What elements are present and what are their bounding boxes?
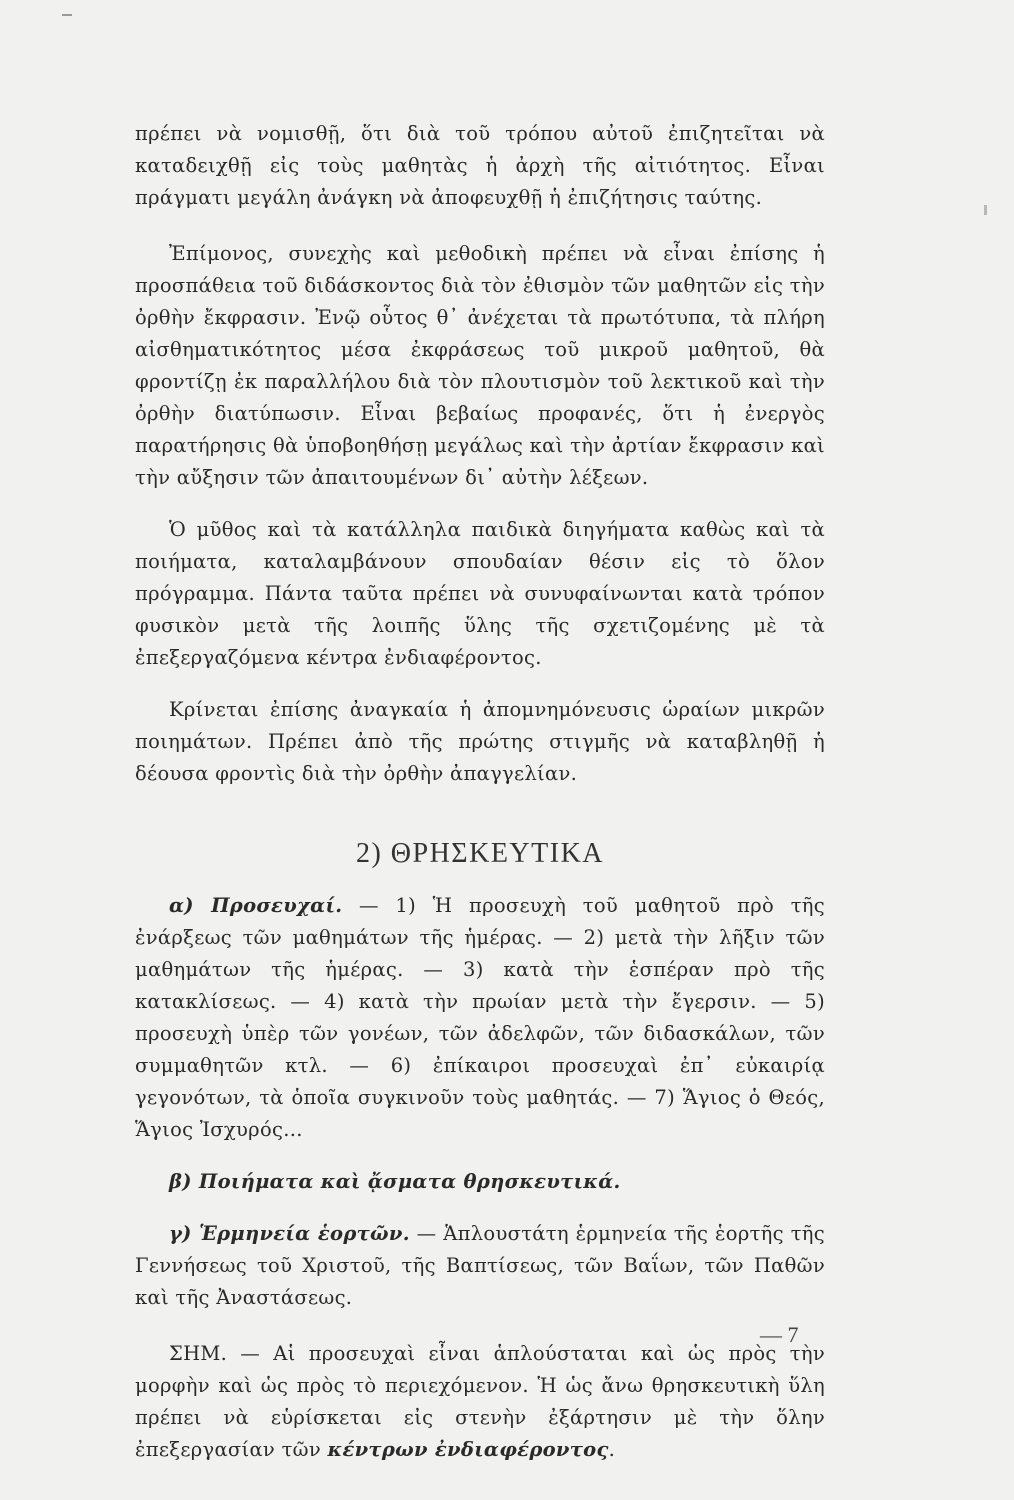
note-paragraph [135,1338,825,1466]
note-text: ΣΗΜ. — Αἱ προσευχαὶ εἶναι ἁπλούσταται καὶ ὡς πρὸς τὴν μορφὴν καὶ ὡς πρὸς τὸ περιεχόμενον. Ἡ ὡς ἄνω θρησκευτικὴ ὕλη πρέπει νὰ εὑρίσκεται εἰς στενὴν ἐξάρτησιν μὲ τὴν ὅλην ἐπεξεργασίαν τῶν [135,1342,825,1461]
paragraph-expression: Ἐπίμονος, συνεχὴς καὶ μεθοδικὴ πρέπει νὰ εἶναι ἐπίσης ἡ προσπάθεια τοῦ διδάσκοντος διὰ τὸν ἐθισμὸν τῶν μαθητῶν εἰς τὴν ὀρθὴν ἔκφρασιν. Ἐνῷ οὗτος θ᾽ ἀνέχεται τὰ πρωτότυπα, τὰ πλήρη αἰσθηματικότητος μέσα ἐκφράσεως τοῦ μικροῦ μαθητοῦ, θὰ φροντίζῃ ἐκ παραλλήλου διὰ τὸν πλουτισμὸν τοῦ λεκτικοῦ καὶ τὴν ὀρθὴν διατύπωσιν. Εἶναι βεβαίως προφανές, ὅτι ἡ ἐνεργὸς παρατήρησις θὰ ὑποβοηθήσῃ μεγάλως καὶ τὴν ἀρτίαν ἔκφρασιν καὶ τὴν αὔξησιν τῶν ἀπαιτουμένων δι᾽ αὐτὴν λέξεων. [135,242,825,489]
subsection-prayers [135,890,825,1146]
section-heading: 2) ΘΡΗΣΚΕΥΤΙΚΑ [355,838,605,869]
subsection-poems [135,1166,825,1198]
scan-mark [62,14,72,16]
subsection-prayers-text: — 1) Ἡ προσευχὴ τοῦ μαθητοῦ πρὸ τῆς ἐνάρξεως τῶν μαθημάτων τῆς ἡμέρας. — 2) μετὰ τὴν λῆξιν τῶν μαθημάτων τῆς ἡμέρας. — 3) κατὰ τὴν ἑσπέραν πρὸ τῆς κατακλίσεως. — 4) κατὰ τὴν πρωίαν μετὰ τὴν ἔγερσιν. — 5) προσευχὴ ὑπὲρ τῶν γονέων, τῶν ἀδελφῶν, τῶν διδασκάλων, τῶν συμμαθητῶν κτλ. — 6) ἐπίκαιροι προσευχαὶ ἐπ᾽ εὐκαιρίᾳ γεγονότων, τὰ ὁποῖα συγκινοῦν τοὺς μαθητάς. — 7) Ἅγιος ὁ Θεός, Ἅγιος Ἰσχυρός... [135,894,825,1141]
subsection-poems-label: β) Ποιήματα καὶ ᾄσματα θρησκευτικά. [169,1170,621,1193]
paragraph-continuation: πρέπει νὰ νομισθῇ, ὅτι διὰ τοῦ τρόπου αὐτοῦ ἐπιζητεῖται νὰ καταδειχθῇ εἰς τοὺς μαθητὰς ἡ ἀρχὴ τῆς αἰτιότητος. Εἶναι πράγματι μεγάλη ἀνάγκη νὰ ἀποφευχθῇ ἡ ἐπιζήτησις ταύτης. [135,122,825,209]
note-italic-term: κέντρων ἐνδιαφέροντος [327,1438,609,1461]
paragraph-myths: Ὁ μῦθος καὶ τὰ κατάλληλα παιδικὰ διηγήματα καθὼς καὶ τὰ ποιήματα, καταλαμβάνουν σπουδαίαν θέσιν εἰς τὸ ὅλον πρόγραμμα. Πάντα ταῦτα πρέπει νὰ συνυφαίνωνται κατὰ τρόπον φυσικὸν μετὰ τῆς λοιπῆς ὕλης τῆς σχετιζομένης μὲ τὰ ἐπεξεργαζόμενα κέντρα ἐνδιαφέροντος. [135,518,825,669]
text-body [135,118,825,1466]
note-end: . [608,1438,616,1461]
page-number: — 7 [760,1322,799,1347]
paragraph-memorization: Κρίνεται ἐπίσης ἀναγκαία ἡ ἀπομνημόνευσις ὡραίων μικρῶν ποιημάτων. Πρέπει ἀπὸ τῆς πρώτης στιγμῆς νὰ καταβληθῇ ἡ δέουσα φροντὶς διὰ τὴν ὀρθὴν ἀπαγγελίαν. [135,698,825,785]
subsection-feasts-text: — Ἁπλουστάτη ἑρμηνεία τῆς ἑορτῆς τῆς Γεννήσεως τοῦ Χριστοῦ, τῆς Βαπτίσεως, τῶν Βαΐων, τῶν Παθῶν καὶ τῆς Ἀναστάσεως. [135,1222,825,1309]
subsection-feasts [135,1218,825,1314]
subsection-feasts-label: γ) Ἑρμηνεία ἑορτῶν. [169,1222,410,1245]
scan-speck [984,205,987,215]
subsection-prayers-label: α) Προσευχαί. [169,894,343,917]
